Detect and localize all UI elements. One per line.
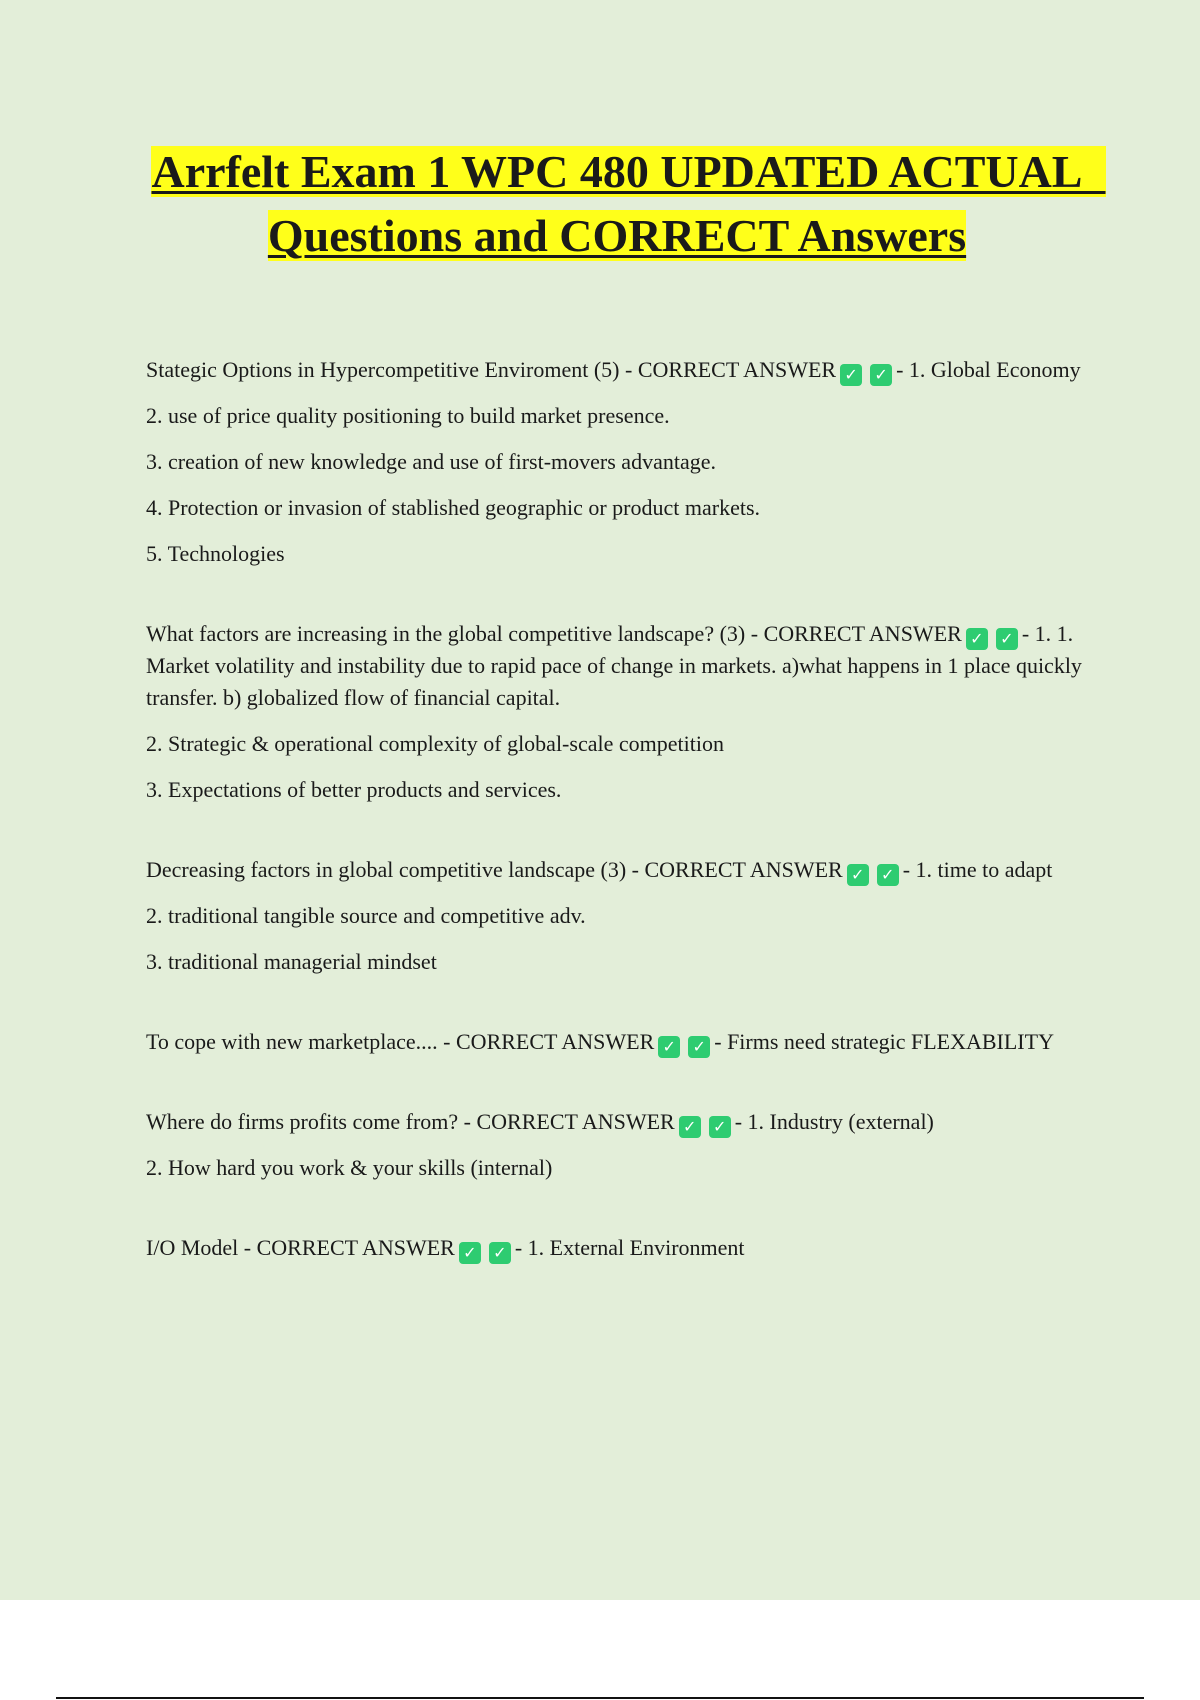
check-mark-icon: ✓	[679, 1116, 701, 1138]
check-mark-icon: ✓	[658, 1036, 680, 1058]
check-mark-icon: ✓	[996, 628, 1018, 650]
question-text: Decreasing factors in global competitive landscape (3) - CORRECT ANSWER	[146, 857, 843, 882]
qa-question-line	[146, 1026, 1086, 1058]
document-content	[146, 354, 1086, 1312]
question-text: I/O Model - CORRECT ANSWER	[146, 1235, 455, 1260]
check-mark-icon: ✓	[966, 628, 988, 650]
answer-text: - 1. Global Economy	[896, 357, 1081, 382]
question-text: To cope with new marketplace.... - CORRECT ANSWER	[146, 1029, 655, 1054]
qa-block-6	[146, 1232, 1086, 1264]
answer-text: - Firms need strategic FLEXABILITY	[714, 1029, 1054, 1054]
answer-line: 2. traditional tangible source and competitive adv.	[146, 903, 586, 928]
answer-line: 3. Expectations of better products and services.	[146, 777, 562, 802]
qa-question-line	[146, 1232, 1086, 1264]
qa-block-1	[146, 354, 1086, 570]
qa-question-line	[146, 854, 1086, 886]
check-mark-icon: ✓	[489, 1242, 511, 1264]
check-mark-icon: ✓	[877, 864, 899, 886]
answer-line: 2. How hard you work & your skills (internal)	[146, 1155, 553, 1180]
document-title-text: Arrfelt Exam 1 WPC 480 UPDATED ACTUAL Questions and CORRECT Answers	[151, 146, 1106, 261]
document-title	[150, 140, 1106, 268]
answer-text: - 1. time to adapt	[902, 857, 1053, 882]
check-mark-icon: ✓	[688, 1036, 710, 1058]
answer-text: - 1. Industry (external)	[734, 1109, 934, 1134]
qa-block-3	[146, 854, 1086, 978]
answer-line: 2. use of price quality positioning to build market presence.	[146, 403, 670, 428]
qa-block-5	[146, 1106, 1086, 1184]
check-mark-icon: ✓	[459, 1242, 481, 1264]
answer-line: 3. creation of new knowledge and use of first-movers advantage.	[146, 449, 716, 474]
qa-block-4	[146, 1026, 1086, 1058]
qa-question-line	[146, 1106, 1086, 1138]
qa-question-line	[146, 618, 1086, 714]
answer-line: 5. Technologies	[146, 541, 285, 566]
check-mark-icon: ✓	[709, 1116, 731, 1138]
question-text: Where do firms profits come from? - CORRECT ANSWER	[146, 1109, 675, 1134]
qa-block-2	[146, 618, 1086, 806]
question-text: Stategic Options in Hypercompetitive Enviroment (5) - CORRECT ANSWER	[146, 357, 837, 382]
qa-question-line	[146, 354, 1086, 386]
answer-line: 4. Protection or invasion of stablished geographic or product markets.	[146, 495, 761, 520]
answer-text: - 1. External Environment	[514, 1235, 745, 1260]
answer-line: 2. Strategic & operational complexity of global-scale competition	[146, 731, 724, 756]
page-divider-line	[56, 1697, 1144, 1699]
check-mark-icon: ✓	[870, 364, 892, 386]
question-text: What factors are increasing in the global competitive landscape? (3) - CORRECT ANSWER	[146, 621, 962, 646]
answer-text: - 1. 1. Market volatility and instability due to rapid pace of change in markets. a)what happens in 1 place quickly transfer. b) globalized flow of financial capital.	[146, 621, 1082, 710]
check-mark-icon: ✓	[840, 364, 862, 386]
check-mark-icon: ✓	[847, 864, 869, 886]
answer-line: 3. traditional managerial mindset	[146, 949, 437, 974]
